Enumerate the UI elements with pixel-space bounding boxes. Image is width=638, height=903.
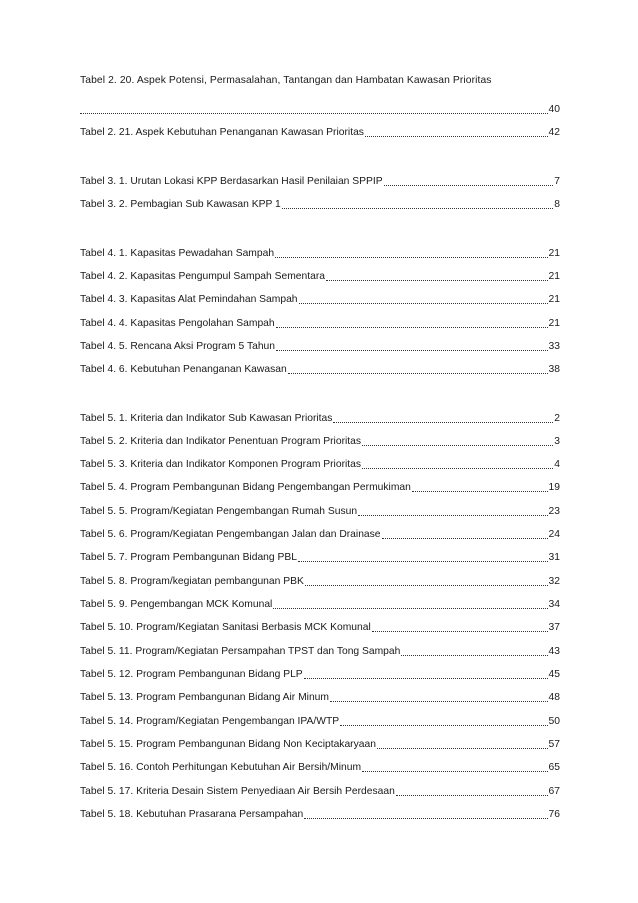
toc-entry-label: Tabel 5. 3. Kriteria dan Indikator Komponen Program Prioritas (80, 459, 362, 470)
toc-entry-label: Tabel 3. 1. Urutan Lokasi KPP Berdasarkan Hasil Penilaian SPPIP (80, 176, 383, 187)
toc-entry-page-number: 31 (548, 552, 560, 563)
toc-entry-page-number: 67 (548, 786, 560, 797)
toc-entry[interactable] (80, 456, 560, 472)
toc-entry[interactable] (80, 806, 560, 822)
dot-leader (382, 537, 548, 539)
dot-leader (304, 817, 547, 819)
dot-leader (80, 112, 548, 114)
toc-entry-label: Tabel 3. 2. Pembagian Sub Kawasan KPP 1 (80, 199, 281, 210)
toc-entry[interactable] (80, 596, 560, 612)
toc-entry-label: Tabel 5. 9. Pengembangan MCK Komunal (80, 599, 273, 610)
dot-leader (273, 607, 547, 609)
toc-entry-page-number: 40 (548, 104, 560, 115)
toc-entry[interactable] (80, 503, 560, 519)
toc-entry-page-number: 37 (548, 622, 560, 633)
toc-entry-label: Tabel 4. 6. Kebutuhan Penanganan Kawasan (80, 364, 287, 375)
toc-entry[interactable] (80, 549, 560, 565)
toc-entry[interactable] (80, 124, 560, 140)
toc-entry-label: Tabel 5. 13. Program Pembangunan Bidang Air Minum (80, 692, 329, 703)
dot-leader (326, 279, 548, 281)
dot-leader (377, 747, 548, 749)
toc-entry-label: Tabel 5. 8. Program/kegiatan pembangunan PBK (80, 576, 304, 587)
toc-entry-page-number: 8 (554, 199, 560, 210)
toc-entry-page-number: 43 (548, 646, 560, 657)
toc-entry-label: Tabel 4. 4. Kapasitas Pengolahan Sampah (80, 318, 275, 329)
toc-entry[interactable] (80, 736, 560, 752)
toc-entry-label: Tabel 5. 2. Kriteria dan Indikator Penentuan Program Prioritas (80, 436, 362, 447)
toc-entry-page-number: 24 (548, 529, 560, 540)
toc-entry[interactable] (80, 315, 560, 331)
toc-entry[interactable] (80, 619, 560, 635)
toc-entry-label: Tabel 5. 15. Program Pembangunan Bidang Non Keciptakaryaan (80, 739, 376, 750)
toc-entry-page-number: 23 (548, 506, 560, 517)
toc-entry-page-number: 34 (548, 599, 560, 610)
toc-entry-label: Tabel 2. 21. Aspek Kebutuhan Penanganan Kawasan Prioritas (80, 127, 364, 138)
toc-entry[interactable] (80, 689, 560, 705)
dot-leader (304, 677, 548, 679)
toc-entry[interactable] (80, 361, 560, 377)
toc-entry-page-number: 21 (548, 248, 560, 259)
toc-entry-label: Tabel 5. 17. Kriteria Desain Sistem Penyediaan Air Bersih Perdesaan (80, 786, 395, 797)
dot-leader (333, 421, 553, 423)
dot-leader (365, 135, 548, 137)
toc-entry-label: Tabel 4. 3. Kapasitas Alat Pemindahan Sampah (80, 294, 298, 305)
toc-entry-label: Tabel 5. 6. Program/Kegiatan Pengembangan Jalan dan Drainase (80, 529, 381, 540)
dot-leader (276, 349, 548, 351)
dot-leader (358, 514, 547, 516)
dot-leader (372, 630, 548, 632)
toc-entry-page-number: 33 (548, 341, 560, 352)
dot-leader (276, 326, 548, 328)
toc-entry-label: Tabel 4. 5. Rencana Aksi Program 5 Tahun (80, 341, 275, 352)
toc-entry[interactable] (80, 783, 560, 799)
toc-entry-label: Tabel 2. 20. Aspek Potensi, Permasalahan, Tantangan dan Hambatan Kawasan Prioritas (80, 75, 492, 86)
toc-entry-page-number: 21 (548, 318, 560, 329)
toc-entry-page-number: 48 (548, 692, 560, 703)
toc-entry[interactable] (80, 410, 560, 426)
toc-entry-label: Tabel 5. 7. Program Pembangunan Bidang PBL (80, 552, 297, 563)
toc-entry-page-number: 38 (548, 364, 560, 375)
dot-leader (275, 256, 547, 258)
dot-leader (384, 184, 554, 186)
toc-entry[interactable] (80, 72, 560, 88)
toc-entry-page-number: 21 (548, 271, 560, 282)
toc-entry-label: Tabel 5. 1. Kriteria dan Indikator Sub Kawasan Prioritas (80, 413, 333, 424)
dot-leader (288, 372, 548, 374)
toc-entry-page-number: 2 (554, 413, 560, 424)
toc-entry[interactable] (80, 268, 560, 284)
toc-entry-page-number: 76 (548, 809, 560, 820)
dot-leader (299, 302, 548, 304)
toc-entry[interactable] (80, 291, 560, 307)
toc-entry-label: Tabel 5. 11. Program/Kegiatan Persampahan TPST dan Tong Sampah (80, 646, 401, 657)
toc-entry-label: Tabel 5. 4. Program Pembangunan Bidang Pengembangan Permukiman (80, 482, 411, 493)
toc-entry[interactable] (80, 101, 560, 117)
toc-entry[interactable] (80, 666, 560, 682)
toc-entry-page-number: 21 (548, 294, 560, 305)
toc-entry[interactable] (80, 433, 560, 449)
dot-leader (412, 490, 548, 492)
toc-entry[interactable] (80, 643, 560, 659)
toc-entry-page-number: 7 (554, 176, 560, 187)
dot-leader (298, 560, 548, 562)
toc-entry-label: Tabel 5. 10. Program/Kegiatan Sanitasi Berbasis MCK Komunal (80, 622, 371, 633)
toc-entry[interactable] (80, 713, 560, 729)
toc-entry[interactable] (80, 196, 560, 212)
toc-entry[interactable] (80, 479, 560, 495)
dot-leader (362, 467, 553, 469)
toc-entry-page-number: 19 (548, 482, 560, 493)
dot-leader (401, 654, 547, 656)
toc-entry-label: Tabel 5. 16. Contoh Perhitungan Kebutuhan Air Bersih/Minum (80, 762, 362, 773)
toc-entry-label: Tabel 5. 12. Program Pembangunan Bidang PLP (80, 669, 303, 680)
toc-entry[interactable] (80, 573, 560, 589)
dot-leader (340, 724, 547, 726)
toc-entry-page-number: 4 (554, 459, 560, 470)
toc-entry-page-number: 32 (548, 576, 560, 587)
toc-entry-page-number: 45 (548, 669, 560, 680)
dot-leader (362, 444, 553, 446)
dot-leader (282, 207, 554, 209)
dot-leader (362, 770, 547, 772)
dot-leader (305, 584, 548, 586)
toc-entry[interactable] (80, 526, 560, 542)
dot-leader (330, 700, 548, 702)
toc-entry[interactable] (80, 173, 560, 189)
toc-entry-label: Tabel 4. 2. Kapasitas Pengumpul Sampah Sementara (80, 271, 325, 282)
toc-entry[interactable] (80, 759, 560, 775)
toc-entry-page-number: 42 (548, 127, 560, 138)
toc-entry-label: Tabel 5. 14. Program/Kegiatan Pengembangan IPA/WTP (80, 716, 340, 727)
dot-leader (396, 794, 548, 796)
toc-entry[interactable] (80, 338, 560, 354)
toc-entry[interactable] (80, 245, 560, 261)
toc-entry-page-number: 50 (548, 716, 560, 727)
toc-entry-label: Tabel 5. 18. Kebutuhan Prasarana Persampahan (80, 809, 304, 820)
toc-entry-label: Tabel 4. 1. Kapasitas Pewadahan Sampah (80, 248, 275, 259)
toc-entry-page-number: 3 (554, 436, 560, 447)
toc-entry-page-number: 65 (548, 762, 560, 773)
toc-entry-page-number: 57 (548, 739, 560, 750)
toc-entry-label: Tabel 5. 5. Program/Kegiatan Pengembangan Rumah Susun (80, 506, 358, 517)
